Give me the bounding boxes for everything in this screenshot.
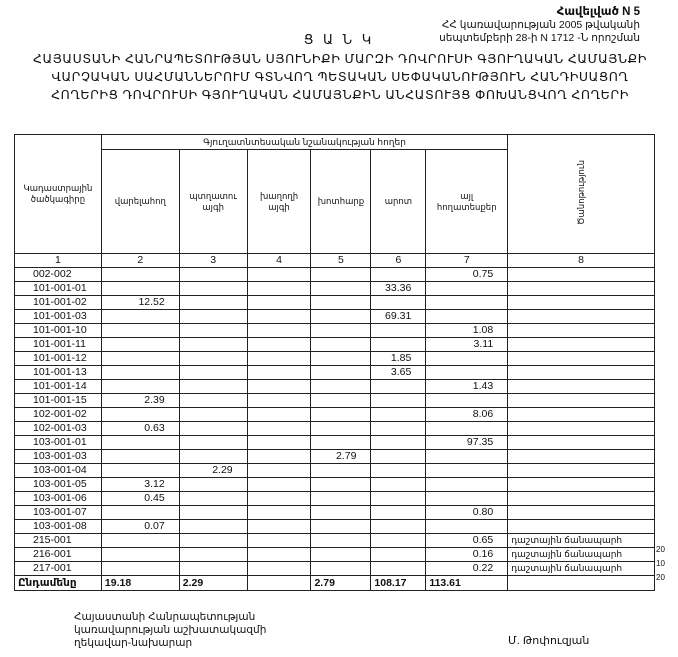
row-code: 101-001-02 — [15, 296, 102, 310]
column-number: 4 — [247, 254, 311, 268]
row-note: դաշտային ճանապարհ — [508, 562, 655, 576]
row-arable — [101, 506, 179, 520]
row-vineyard — [247, 324, 311, 338]
header-hayfield: խոտհարք — [311, 150, 371, 254]
row-orchard — [179, 422, 247, 436]
row-code: 215-001 — [15, 534, 102, 548]
row-hayfield: 2.79 — [311, 450, 371, 464]
row-other — [426, 310, 508, 324]
row-pasture — [371, 520, 426, 534]
row-pasture — [371, 268, 426, 282]
row-hayfield — [311, 310, 371, 324]
column-number: 7 — [426, 254, 508, 268]
row-orchard — [179, 380, 247, 394]
row-arable: 12.52 — [101, 296, 179, 310]
row-vineyard — [247, 366, 311, 380]
row-note — [508, 394, 655, 408]
row-pasture — [371, 380, 426, 394]
row-hayfield — [311, 380, 371, 394]
column-number: 1 — [15, 254, 102, 268]
row-hayfield — [311, 506, 371, 520]
row-pasture — [371, 394, 426, 408]
header-other: այլ հողատեսքեր — [426, 150, 508, 254]
row-orchard — [179, 548, 247, 562]
row-code: 101-001-03 — [15, 310, 102, 324]
row-pasture — [371, 408, 426, 422]
row-orchard: 2.29 — [179, 464, 247, 478]
row-arable: 0.63 — [101, 422, 179, 436]
row-arable — [101, 324, 179, 338]
row-vineyard — [247, 352, 311, 366]
table-row — [15, 548, 655, 562]
row-hayfield — [311, 268, 371, 282]
row-orchard — [179, 436, 247, 450]
row-other: 1.43 — [426, 380, 508, 394]
row-vineyard — [247, 436, 311, 450]
row-other: 0.65 — [426, 534, 508, 548]
table-row — [15, 352, 655, 366]
row-arable — [101, 562, 179, 576]
row-vineyard — [247, 422, 311, 436]
row-orchard — [179, 478, 247, 492]
row-code: 103-001-05 — [15, 478, 102, 492]
row-vineyard — [247, 520, 311, 534]
row-orchard — [179, 562, 247, 576]
row-orchard — [179, 492, 247, 506]
row-arable: 3.12 — [101, 478, 179, 492]
row-arable: 0.07 — [101, 520, 179, 534]
row-other: 8.06 — [426, 408, 508, 422]
row-code: 216-001 — [15, 548, 102, 562]
row-pasture — [371, 324, 426, 338]
row-note — [508, 380, 655, 394]
row-other — [426, 422, 508, 436]
row-arable — [101, 338, 179, 352]
column-number: 2 — [101, 254, 179, 268]
row-other — [426, 352, 508, 366]
row-note — [508, 310, 655, 324]
row-hayfield — [311, 296, 371, 310]
row-vineyard — [247, 310, 311, 324]
signatory-title — [74, 611, 266, 650]
row-arable — [101, 282, 179, 296]
row-hayfield — [311, 408, 371, 422]
row-pasture — [371, 464, 426, 478]
table-row — [15, 282, 655, 296]
row-note — [508, 352, 655, 366]
row-hayfield — [311, 338, 371, 352]
heading-line-3: ՀՈՂԵՐԻՑ ԴՈՎՐՈՒՍԻ ԳՅՈՒՂԱԿԱՆ ՀԱՄԱՅՆՔԻՆ ԱՆՀԱՏՈՒՅՑ ՓՈԽԱՆՑՎՈՂ ՀՈՂԵՐԻ — [51, 88, 629, 102]
row-arable — [101, 366, 179, 380]
row-note: դաշտային ճանապարհ — [508, 534, 655, 548]
row-note — [508, 450, 655, 464]
total-arable: 19.18 — [101, 576, 179, 591]
total-other: 113.61 — [426, 576, 508, 591]
table-row — [15, 520, 655, 534]
row-other: 0.22 — [426, 562, 508, 576]
row-pasture: 3.65 — [371, 366, 426, 380]
header-agricultural-group: Գյուղատնտեսական նշանակության հողեր — [101, 135, 507, 150]
header-note-text: Ծանոթություն — [575, 160, 586, 225]
row-code: 103-001-01 — [15, 436, 102, 450]
row-orchard — [179, 310, 247, 324]
row-note — [508, 506, 655, 520]
row-vineyard — [247, 338, 311, 352]
annex-line-2: սեպտեմբերի 28-ի N 1712 -Ն որոշման — [439, 32, 640, 44]
row-other — [426, 296, 508, 310]
row-orchard — [179, 394, 247, 408]
signatory-line-3: ղեկավար-նախարար — [74, 637, 193, 649]
row-hayfield — [311, 394, 371, 408]
row-code: 103-001-07 — [15, 506, 102, 520]
row-note — [508, 436, 655, 450]
heading-line-1: ՀԱՅԱՍՏԱՆԻ ՀԱՆՐԱՊԵՏՈՒԹՅԱՆ ՍՅՈՒՆԻՔԻ ՄԱՐԶԻ ԴՈՎՐՈՒՍԻ ԳՅՈՒՂԱԿԱՆ ՀԱՄԱՅՆՔԻ — [33, 52, 647, 66]
row-arable — [101, 450, 179, 464]
row-other — [426, 394, 508, 408]
row-note: դաշտային ճանապարհ — [508, 548, 655, 562]
row-hayfield — [311, 520, 371, 534]
row-code: 101-001-10 — [15, 324, 102, 338]
total-pasture: 108.17 — [371, 576, 426, 591]
total-note — [508, 576, 655, 591]
row-pasture — [371, 478, 426, 492]
annex-line-1: ՀՀ կառավարության 2005 թվականի — [441, 19, 640, 31]
row-note — [508, 268, 655, 282]
table-row — [15, 562, 655, 576]
row-pasture — [371, 548, 426, 562]
row-note — [508, 478, 655, 492]
row-other — [426, 282, 508, 296]
row-other: 1.08 — [426, 324, 508, 338]
row-note — [508, 422, 655, 436]
table-row — [15, 478, 655, 492]
row-arable — [101, 464, 179, 478]
table-row — [15, 492, 655, 506]
row-other — [426, 366, 508, 380]
row-other: 3.11 — [426, 338, 508, 352]
heading-line-2: ՎԱՐՉԱԿԱՆ ՍԱՀՄԱՆՆԵՐՈՒՄ ԳՏՆՎՈՂ ՊԵՏԱԿԱՆ ՍԵՓԱԿԱՆՈՒԹՅՈՒՆ ՀԱՆԴԻՍԱՑՈՂ — [51, 70, 629, 84]
header-pasture: արոտ — [371, 150, 426, 254]
row-other — [426, 520, 508, 534]
document-heading — [20, 50, 660, 104]
row-arable — [101, 268, 179, 282]
row-pasture — [371, 296, 426, 310]
total-vineyard — [247, 576, 311, 591]
row-code: 101-001-01 — [15, 282, 102, 296]
row-note — [508, 408, 655, 422]
row-pasture — [371, 492, 426, 506]
row-orchard — [179, 506, 247, 520]
row-arable: 0.45 — [101, 492, 179, 506]
row-vineyard — [247, 282, 311, 296]
row-orchard — [179, 408, 247, 422]
row-hayfield — [311, 548, 371, 562]
row-orchard — [179, 338, 247, 352]
row-pasture — [371, 436, 426, 450]
row-code: 101-001-14 — [15, 380, 102, 394]
row-orchard — [179, 450, 247, 464]
row-pasture — [371, 338, 426, 352]
row-code: 102-001-03 — [15, 422, 102, 436]
signatory-name: Մ. Թոփուզյան — [508, 635, 590, 647]
column-number: 6 — [371, 254, 426, 268]
table-row — [15, 310, 655, 324]
row-orchard — [179, 534, 247, 548]
table-row — [15, 366, 655, 380]
row-code: 217-001 — [15, 562, 102, 576]
row-other: 0.16 — [426, 548, 508, 562]
row-vineyard — [247, 478, 311, 492]
row-arable — [101, 380, 179, 394]
row-code: 103-001-08 — [15, 520, 102, 534]
row-vineyard — [247, 506, 311, 520]
row-hayfield — [311, 534, 371, 548]
row-vineyard — [247, 296, 311, 310]
column-number-row — [15, 254, 655, 268]
total-hayfield: 2.79 — [311, 576, 371, 591]
row-arable — [101, 352, 179, 366]
row-pasture — [371, 506, 426, 520]
row-arable — [101, 548, 179, 562]
row-pasture: 33.36 — [371, 282, 426, 296]
row-hayfield — [311, 492, 371, 506]
row-pasture — [371, 450, 426, 464]
row-hayfield — [311, 478, 371, 492]
table-row — [15, 422, 655, 436]
row-pasture — [371, 562, 426, 576]
column-number: 3 — [179, 254, 247, 268]
row-orchard — [179, 324, 247, 338]
row-vineyard — [247, 562, 311, 576]
row-hayfield — [311, 422, 371, 436]
row-vineyard — [247, 408, 311, 422]
header-cadastral-code: Կադաստրային ծածկագիրը — [15, 135, 102, 254]
row-code: 103-001-06 — [15, 492, 102, 506]
table-row — [15, 324, 655, 338]
row-vineyard — [247, 450, 311, 464]
row-note — [508, 366, 655, 380]
list-title: Ց Ա Ն Կ — [303, 32, 375, 47]
row-code: 102-001-02 — [15, 408, 102, 422]
land-table — [14, 134, 655, 591]
table-row — [15, 380, 655, 394]
row-other — [426, 464, 508, 478]
row-hayfield — [311, 464, 371, 478]
table-row — [15, 534, 655, 548]
row-hayfield — [311, 366, 371, 380]
column-number: 8 — [508, 254, 655, 268]
row-pasture — [371, 422, 426, 436]
table-row — [15, 296, 655, 310]
row-vineyard — [247, 394, 311, 408]
row-other — [426, 450, 508, 464]
row-note — [508, 492, 655, 506]
row-orchard — [179, 268, 247, 282]
row-note — [508, 338, 655, 352]
row-vineyard — [247, 268, 311, 282]
total-label: Ընդամենը — [15, 576, 102, 591]
row-arable — [101, 408, 179, 422]
row-vineyard — [247, 534, 311, 548]
row-hayfield — [311, 436, 371, 450]
side-mark: 20 — [656, 573, 665, 582]
row-note — [508, 324, 655, 338]
row-hayfield — [311, 562, 371, 576]
row-note — [508, 296, 655, 310]
row-other: 0.75 — [426, 268, 508, 282]
row-note — [508, 282, 655, 296]
table-row — [15, 268, 655, 282]
table-row — [15, 338, 655, 352]
row-code: 103-001-03 — [15, 450, 102, 464]
column-number: 5 — [311, 254, 371, 268]
total-orchard: 2.29 — [179, 576, 247, 591]
side-mark: 20 — [656, 545, 665, 554]
row-vineyard — [247, 492, 311, 506]
row-arable: 2.39 — [101, 394, 179, 408]
row-other: 0.80 — [426, 506, 508, 520]
row-arable — [101, 534, 179, 548]
row-orchard — [179, 352, 247, 366]
header-orchard: պտղատու այգի — [179, 150, 247, 254]
row-code: 101-001-13 — [15, 366, 102, 380]
header-vineyard: խաղողի այգի — [247, 150, 311, 254]
row-orchard — [179, 366, 247, 380]
table-row — [15, 408, 655, 422]
signatory-line-2: կառավարության աշխատակազմի — [74, 624, 267, 636]
row-other — [426, 478, 508, 492]
header-note — [508, 135, 655, 254]
row-pasture: 69.31 — [371, 310, 426, 324]
row-orchard — [179, 520, 247, 534]
row-code: 101-001-11 — [15, 338, 102, 352]
row-vineyard — [247, 464, 311, 478]
row-hayfield — [311, 282, 371, 296]
header-arable: վարելահող — [101, 150, 179, 254]
row-note — [508, 464, 655, 478]
row-hayfield — [311, 324, 371, 338]
row-code: 101-001-15 — [15, 394, 102, 408]
table-row — [15, 464, 655, 478]
row-code: 103-001-04 — [15, 464, 102, 478]
row-pasture — [371, 534, 426, 548]
row-other — [426, 492, 508, 506]
table-row — [15, 506, 655, 520]
row-code: 002-002 — [15, 268, 102, 282]
row-arable — [101, 436, 179, 450]
total-row — [15, 576, 655, 591]
row-arable — [101, 310, 179, 324]
row-hayfield — [311, 352, 371, 366]
row-other: 97.35 — [426, 436, 508, 450]
row-orchard — [179, 296, 247, 310]
row-vineyard — [247, 548, 311, 562]
row-pasture: 1.85 — [371, 352, 426, 366]
signatory-line-1: Հայաստանի Հանրապետության — [74, 611, 256, 623]
table-row — [15, 436, 655, 450]
annex-label: Հավելված N 5 — [556, 6, 640, 18]
row-note — [508, 520, 655, 534]
row-vineyard — [247, 380, 311, 394]
side-mark: 10 — [656, 559, 665, 568]
table-row — [15, 394, 655, 408]
row-orchard — [179, 282, 247, 296]
row-code: 101-001-12 — [15, 352, 102, 366]
table-row — [15, 450, 655, 464]
